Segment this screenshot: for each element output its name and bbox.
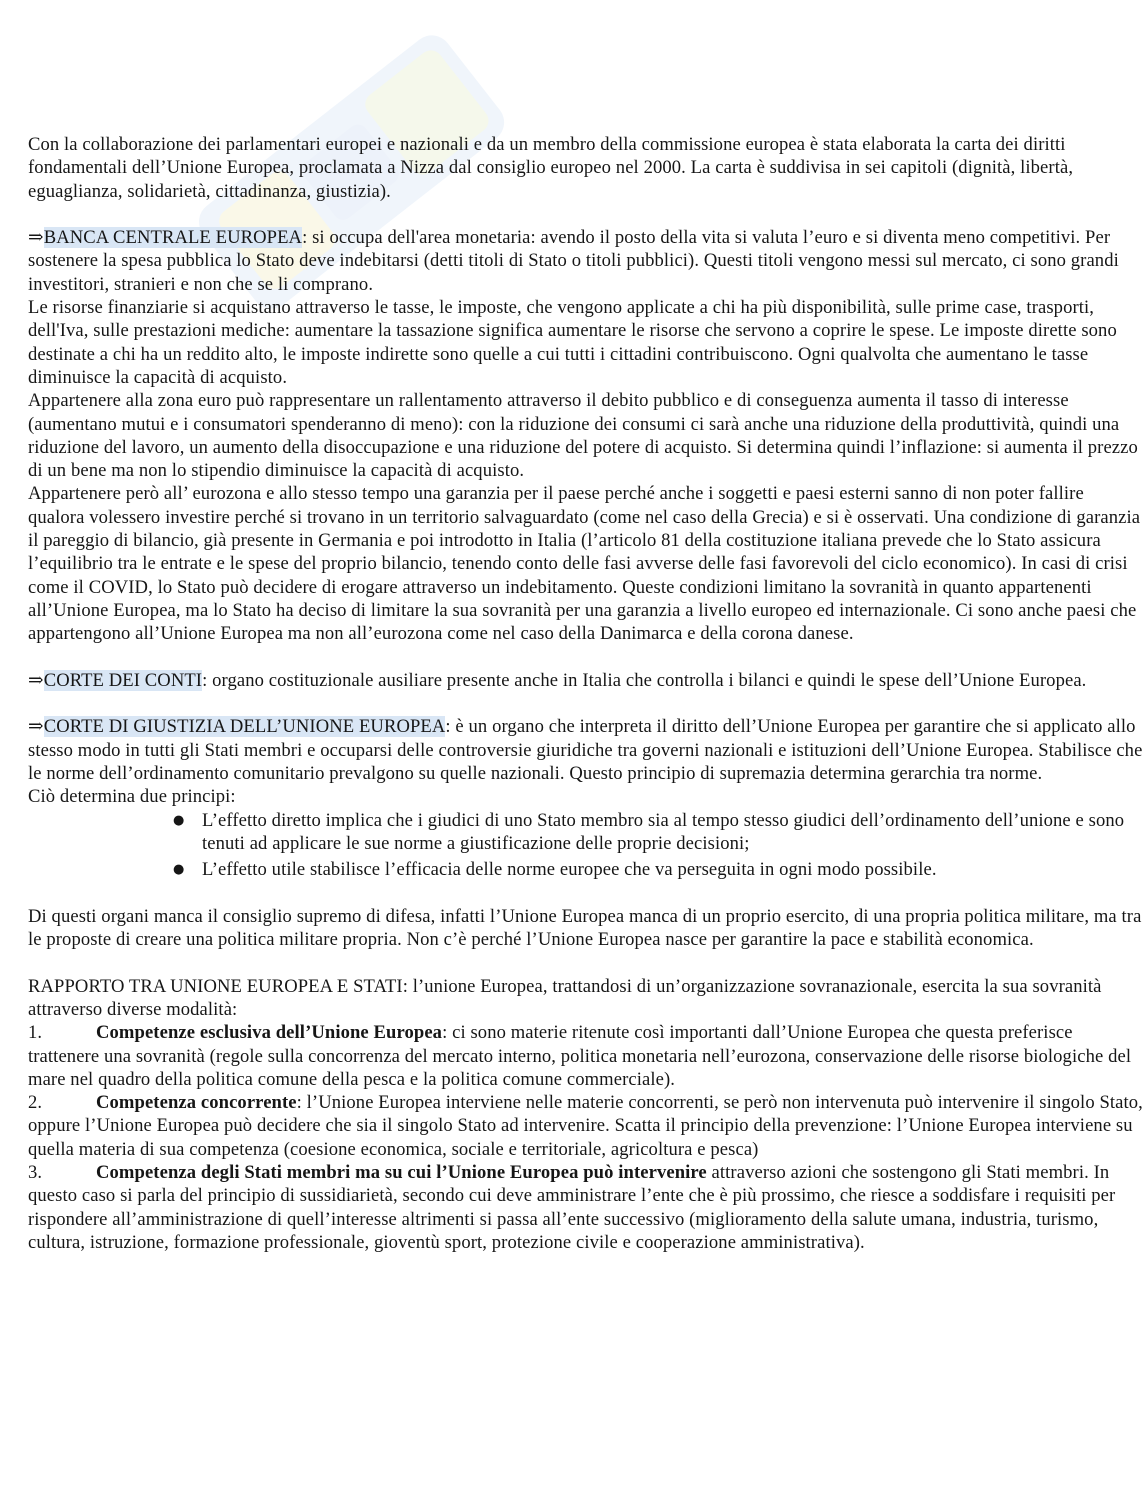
item-title: Competenza concorrente	[96, 1092, 297, 1114]
bce-heading: BANCA CENTRALE EUROPEA	[43, 227, 303, 249]
item-number: 3.	[28, 1162, 43, 1184]
corte-conti-text: : organo costituzionale ausiliare presente anche in Italia che controlla i bilanci e quindi le spese dell’Unione Europea.	[202, 669, 1087, 691]
corte-giustizia-text: : è un organo che interpreta il diritto dell’Unione Europea per garantire che si applicato allo stesso modo in tutti gli Stati membri e occuparsi delle controversie giuridiche tra governi nazionali e istituzioni dell’Unione Europea. Stabilisce che le norme dell’ordinamento comunitario prevalgono su quelle nazionali. Questo principio di supremazia determina gerarchia tra norme.	[28, 716, 1143, 785]
item-text: : l’Unione Europea interviene nelle materie concorrenti, se però non intervenuta può intervenire il singolo Stato, oppure l’Unione Europea può decidere che sia il singolo Stato ad intervenire. Scatta il principio della prevenzione: l’Unione Europea interviene su quella materia di sua competenza (coesione economica, sociale e territoriale, agricoltura e pesca)	[28, 1092, 1143, 1160]
corte-giustizia-paragraph	[28, 715, 1144, 785]
list-item	[173, 809, 1144, 856]
item-number: 1.	[28, 1022, 43, 1044]
corte-giustizia-heading: CORTE DI GIUSTIZIA DELL’UNIONE EUROPEA	[43, 716, 446, 738]
item-text: attraverso azioni che sostengono gli Stati membri. In questo caso si parla del principio di sussidiarietà, secondo cui deve amministrare l’ente che è più prossimo, che riesce a soddisfare i requisiti per rispondere all’amministrazione di quell’interesse altrimenti si passa all’ente successivo (miglioramento della salute umana, industria, turismo, cultura, istruzione, formazione professionale, gioventù sport, protezione civile e cooperazione amministrativa).	[28, 1162, 1116, 1253]
list-item	[173, 858, 1144, 881]
difesa-paragraph: Di questi organi manca il consiglio supremo di difesa, infatti l’Unione Europea manca di un proprio esercito, di una propria politica militare, ma tra le proposte di creare una politica militare propria. Non c’è perché l’Unione Europea nasce per garantire la pace e stabilità economica.	[28, 905, 1142, 951]
bce-paragraph-taxes: Le risorse finanziarie si acquistano attraverso le tasse, le imposte, che vengono applicate a chi ha più disponibilità, sulle prime case, trasporti, dell'Iva, sulle prestazioni mediche: aumentare la tassazione significa aumentare le risorse che servono a coprire le spese. Le imposte dirette sono destinate a chi ha un reddito alto, le imposte indirette sono quelle a cui tutti i cittadini contribuiscono. Ogni qualvolta che aumentano le tasse diminuisce la capacità di acquisto.	[28, 297, 1117, 388]
arrow-icon: ⇒	[28, 716, 44, 738]
bce-paragraph-eurozone: Appartenere alla zona euro può rappresentare un rallentamento attraverso il debito pubblico e di conseguenza aumenta il tasso di interesse (aumentano mutui e i consumatori spenderanno di meno): con la riduzione dei consumi ci sarà anche una riduzione della produttività, quindi una riduzione del lavoro, un aumento della disoccupazione e una riduzione del potere di acquisto. Si determina quindi l’inflazione: si aumenta il prezzo di un bene ma non lo stipendio diminuisce la capacità di acquisto.	[28, 390, 1138, 482]
principle-text: L’effetto utile stabilisce l’efficacia delle norme europee che va perseguita in ogni modo possibile.	[202, 859, 937, 881]
bullet-icon: ●	[173, 812, 185, 828]
item-title: Competenza degli Stati membri ma su cui l’Unione Europea può intervenire	[96, 1162, 707, 1184]
bullet-icon: ●	[173, 862, 185, 878]
item-text: : ci sono materie ritenute così importanti dall’Unione Europea che questa preferisce trattenere una sovranità (regole sulla concorrenza del mercato interno, politica monetaria nell’eurozona, conservazione delle risorse biologiche del mare nel quadro della politica comune della pesca e la politica comune commerciale).	[28, 1022, 1132, 1090]
arrow-icon: ⇒	[28, 669, 44, 691]
principle-text: L’effetto diretto implica che i giudici di uno Stato membro sia al tempo stesso giudici dell’ordinamento dell’unione e sono tenuti ad applicare le sue norme a giustificazione delle proprie decisioni;	[202, 809, 1125, 854]
arrow-icon: ⇒	[28, 227, 44, 249]
bce-lead-text: : si occupa dell'area monetaria: avendo il posto della vita si valuta l’euro e si diventa meno competitivi. Per sostenere la spesa pubblica lo Stato deve indebitarsi (detti titoli di Stato o titoli pubblici). Questi titoli vengono messi sul mercato, ci sono grandi investitori, stranieri e non che se li comprano.	[28, 227, 1119, 295]
principles-list	[28, 809, 1144, 882]
principles-intro: Ciò determina due principi:	[28, 786, 236, 808]
item-title: Competenze esclusiva dell’Unione Europea	[96, 1022, 443, 1044]
competence-item	[28, 1091, 1144, 1161]
corte-conti-heading: CORTE DEI CONTI	[43, 669, 203, 691]
competence-item	[28, 1021, 1144, 1091]
bce-paragraph	[28, 226, 1144, 296]
intro-paragraph: Con la collaborazione dei parlamentari europei e nazionali e da un membro della commissione europea è stata elaborata la carta dei diritti fondamentali dell’Unione Europea, proclamata a Nizza dal consiglio europeo nel 2000. La carta è suddivisa in sei capitoli (dignità, libertà, eguaglianza, solidarietà, cittadinanza, giustizia).	[28, 134, 1074, 202]
bce-paragraph-guarantee: Appartenere però all’ eurozona e allo stesso tempo una garanzia per il paese perché anche i soggetti e paesi esterni sanno di non poter fallire qualora volessero investire perché si trovano in un territorio salvaguardato (come nel caso della Grecia) e si è osservati. Una condizione di garanzia il pareggio di bilancio, già presente in Germania e poi introdotto in Italia (l’articolo 81 della costituzione italiana prevede che lo Stato assicura l’equilibrio tra le entrate e le spese del proprio bilancio, tenendo conto delle fasi avverse delle fasi favorevoli del ciclo economico). In casi di crisi come il COVID, lo Stato può decidere di erogare attraverso un indebitamento. Queste condizioni limitano la sovranità in quanto appartenenti all’Unione Europea, ma lo Stato ha deciso di limitare la sua sovranità per una garanzia a livello europeo ed internazionale. Ci sono anche paesi che appartengono all’Unione Europea ma non all’eurozona come nel caso della Danimarca e della corona danese.	[28, 483, 1141, 645]
competence-item	[28, 1161, 1144, 1254]
document-page	[28, 133, 1144, 1254]
corte-conti-paragraph	[28, 669, 1144, 692]
item-number: 2.	[28, 1092, 43, 1114]
rapporto-intro: RAPPORTO TRA UNIONE EUROPEA E STATI: l’unione Europea, trattandosi di un’organizzazione sovranazionale, esercita la sua sovranità attraverso diverse modalità:	[28, 975, 1102, 1020]
